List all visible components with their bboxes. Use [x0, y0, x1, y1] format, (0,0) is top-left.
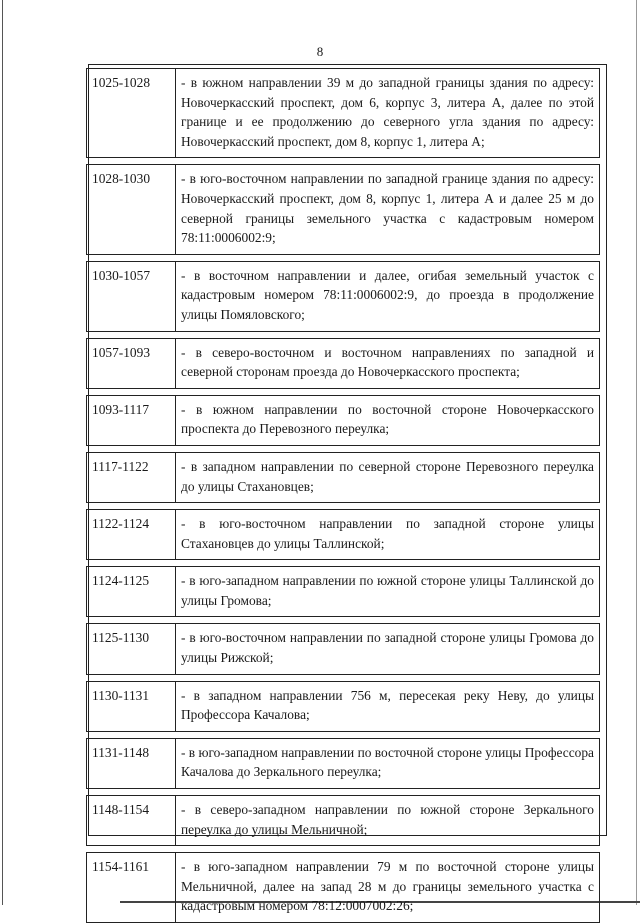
row-gap-cell — [87, 503, 600, 510]
table-row — [87, 738, 600, 788]
point-range-cell: 1057-1093 — [87, 338, 176, 388]
route-description-cell: - в южном направлении по восточной стороне Новочеркасского проспекта до Перевозного переулка; — [176, 395, 600, 445]
route-description-cell: - в западном направлении по северной стороне Перевозного переулка до улицы Стахановцев; — [176, 452, 600, 502]
row-gap-cell — [87, 846, 600, 853]
scan-edge-right — [636, 0, 637, 905]
row-gap — [87, 674, 600, 681]
point-range-cell: 1131-1148 — [87, 738, 176, 788]
point-range-cell: 1122-1124 — [87, 510, 176, 560]
table-row — [87, 395, 600, 445]
route-description-cell: - в юго-восточном направлении по западной стороне улицы Громова до улицы Рижской; — [176, 624, 600, 674]
table-row — [87, 681, 600, 731]
route-description-cell: - в юго-западном направлении 79 м по восточной стороне улицы Мельничной, далее на запад 28 м до границы земельного участка с кадастровым номером 78:12:0007002:26; — [176, 853, 600, 923]
page-number: 8 — [316, 44, 324, 59]
row-gap — [87, 503, 600, 510]
row-gap — [87, 789, 600, 796]
boundary-table-body — [87, 69, 600, 923]
route-description-cell: - в юго-восточном направлении по западной границе здания по адресу: Новочеркасский проспект, дом 8, корпус 1, литера А и далее 25 м до северной границы земельного участка с кадастровым номером 78:11:0006002:9; — [176, 165, 600, 254]
route-description-cell: - в восточном направлении и далее, огибая земельный участок с кадастровым номером 78:11:0006002:9, до проезда в продолжение улицы Помяловского; — [176, 261, 600, 331]
table-row — [87, 510, 600, 560]
row-gap — [87, 158, 600, 165]
route-description-cell: - в юго-западном направлении по восточной стороне улицы Профессора Качалова до Зеркального переулка; — [176, 738, 600, 788]
route-description-cell: - в юго-восточном направлении по западной стороне улицы Стахановцев до улицы Таллинской; — [176, 510, 600, 560]
route-description-cell: - в западном направлении 756 м, пересекая реку Неву, до улицы Профессора Качалова; — [176, 681, 600, 731]
row-gap — [87, 445, 600, 452]
table-row — [87, 624, 600, 674]
row-gap — [87, 388, 600, 395]
point-range-cell: 1025-1028 — [87, 69, 176, 158]
row-gap-cell — [87, 560, 600, 567]
row-gap-cell — [87, 617, 600, 624]
route-description-cell: - в северо-западном направлении по южной стороне Зеркального переулка до улицы Мельничной; — [176, 796, 600, 846]
table-row — [87, 261, 600, 331]
table-row — [87, 567, 600, 617]
table-row — [87, 853, 600, 923]
point-range-cell: 1124-1125 — [87, 567, 176, 617]
row-gap-cell — [87, 789, 600, 796]
row-gap — [87, 331, 600, 338]
row-gap-cell — [87, 445, 600, 452]
row-gap — [87, 617, 600, 624]
row-gap-cell — [87, 388, 600, 395]
row-gap — [87, 560, 600, 567]
point-range-cell: 1154-1161 — [87, 853, 176, 923]
row-gap-cell — [87, 331, 600, 338]
point-range-cell: 1130-1131 — [87, 681, 176, 731]
point-range-cell: 1028-1030 — [87, 165, 176, 254]
table-row — [87, 796, 600, 846]
row-gap-cell — [87, 731, 600, 738]
table-row — [87, 165, 600, 254]
route-description-cell: - в южном направлении 39 м до западной границы здания по адресу: Новочеркасский проспект, дом 6, корпус 3, литера А, далее по этой границе и ее продолжению до северного угла здания по адресу: Новочеркасский проспект, дом 8, корпус 1, литера А; — [176, 69, 600, 158]
point-range-cell: 1117-1122 — [87, 452, 176, 502]
point-range-cell: 1030-1057 — [87, 261, 176, 331]
point-range-cell: 1093-1117 — [87, 395, 176, 445]
route-description-cell: - в северо-восточном и восточном направлениях по западной и северной сторонам проезда до Новочеркасского проспекта; — [176, 338, 600, 388]
table-row — [87, 452, 600, 502]
row-gap — [87, 254, 600, 261]
route-description-cell: - в юго-западном направлении по южной стороне улицы Таллинской до улицы Громова; — [176, 567, 600, 617]
row-gap — [87, 846, 600, 853]
boundary-table — [86, 68, 600, 923]
row-gap-cell — [87, 158, 600, 165]
point-range-cell: 1148-1154 — [87, 796, 176, 846]
table-row — [87, 69, 600, 158]
row-gap — [87, 731, 600, 738]
row-gap-cell — [87, 674, 600, 681]
table-row — [87, 338, 600, 388]
row-gap-cell — [87, 254, 600, 261]
scan-edge-left — [2, 0, 3, 905]
point-range-cell: 1125-1130 — [87, 624, 176, 674]
